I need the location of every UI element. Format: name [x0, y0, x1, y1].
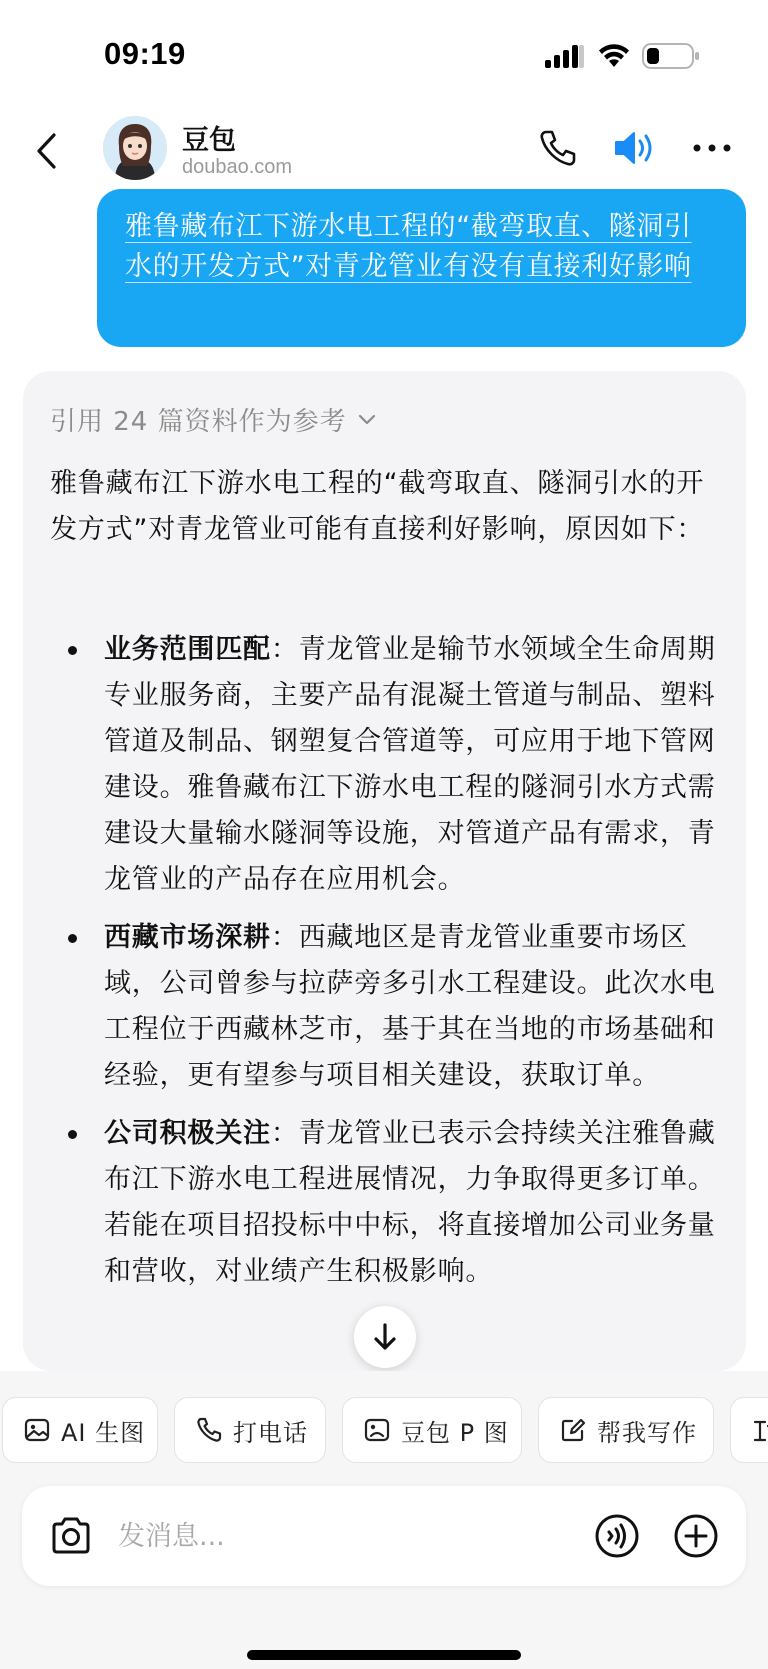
speaker-icon [612, 126, 660, 170]
assistant-answer-card [23, 371, 746, 1371]
avatar[interactable] [103, 116, 167, 180]
phone-icon [195, 1416, 223, 1444]
user-message-bubble[interactable] [97, 189, 746, 347]
quick-action-ai-image[interactable] [2, 1397, 158, 1463]
voice-icon [594, 1513, 640, 1559]
chevron-down-icon [357, 413, 377, 427]
bullet-text: ：青龙管业已表示会持续关注雅鲁藏布江下游水电工程进展情况，力争取得更多订单。若能在项目招投标中中标，将直接增加公司业务量和营收，对业绩产生积极影响。 [104, 1118, 716, 1287]
back-icon [35, 132, 57, 170]
bullet-title: 公司积极关注 [104, 1118, 271, 1149]
speaker-button[interactable] [612, 126, 660, 170]
answer-intro: 雅鲁藏布江下游水电工程的“截弯取直、隧洞引水的开发方式”对青龙管业可能有直接利好影响，原因如下： [50, 468, 705, 545]
answer-bullet-list [50, 627, 740, 1307]
bullet-text: ：青龙管业是输节水领域全生命周期专业服务商，主要产品有混凝土管道与制品、塑料管道及制品、钢塑复合管道等，可应用于地下管网建设。雅鲁藏布江下游水电工程的隧洞引水方式需建设大量输水隧洞等设施，对管道产品有需求，青龙管业的产品存在应用机会。 [104, 634, 716, 895]
bot-name: 豆包 [182, 125, 236, 156]
bullet-title: 西藏市场深耕 [104, 922, 271, 953]
reference-toggle[interactable] [50, 401, 377, 438]
bullet-dot-icon [68, 646, 77, 655]
quick-action-writing[interactable] [538, 1397, 714, 1463]
voice-input-button[interactable] [594, 1513, 640, 1559]
status-bar [0, 0, 768, 100]
image-icon [23, 1416, 51, 1444]
status-time: 09:19 [104, 36, 186, 71]
quick-action-label: 豆包 P 图 [401, 1418, 509, 1447]
camera-button[interactable] [48, 1513, 94, 1559]
battery-icon [642, 42, 700, 70]
quick-action-label: 打电话 [233, 1418, 308, 1447]
bot-domain: doubao.com [182, 156, 293, 178]
wifi-icon [597, 42, 631, 70]
bullet-title: 业务范围匹配 [104, 634, 271, 665]
back-button[interactable] [26, 128, 66, 174]
tool-icon [751, 1416, 768, 1444]
reference-count-text: 引用 24 篇资料作为参考 [50, 407, 347, 437]
scroll-to-bottom-button[interactable] [354, 1306, 416, 1368]
phone-icon [536, 126, 580, 170]
quick-action-call[interactable] [174, 1397, 326, 1463]
bullet-item [50, 915, 740, 1099]
bottom-composer-area [0, 1371, 768, 1669]
signal-icon [545, 44, 585, 70]
camera-icon [48, 1513, 94, 1559]
quick-action-more[interactable] [730, 1397, 768, 1463]
bullet-dot-icon [68, 1130, 77, 1139]
image-edit-icon [363, 1416, 391, 1444]
bullet-text: ：西藏地区是青龙管业重要市场区域，公司曾参与拉萨旁多引水工程建设。此次水电工程位于西藏林芝市，基于其在当地的市场基础和经验，更有望参与项目相关建设，获取订单。 [104, 922, 716, 1091]
more-options-button[interactable] [690, 130, 734, 166]
quick-action-label: AI 生图 [61, 1418, 146, 1447]
home-indicator [247, 1650, 521, 1660]
more-icon [690, 130, 734, 166]
bullet-item [50, 627, 740, 903]
user-message-text: 雅鲁藏布江下游水电工程的“截弯取直、隧洞引水的开发方式”对青龙管业有没有直接利好影响 [125, 211, 692, 282]
phone-call-button[interactable] [536, 126, 580, 170]
avatar-icon [103, 116, 167, 180]
add-attachment-button[interactable] [673, 1513, 719, 1559]
bullet-item [50, 1111, 740, 1295]
arrow-down-icon [372, 1322, 398, 1352]
message-composer [22, 1486, 746, 1586]
quick-action-p-image[interactable] [342, 1397, 522, 1463]
message-input[interactable] [118, 1512, 558, 1560]
chat-header [0, 100, 768, 190]
bullet-dot-icon [68, 934, 77, 943]
pen-icon [559, 1416, 587, 1444]
plus-icon [673, 1513, 719, 1559]
quick-action-label: 帮我写作 [597, 1418, 697, 1447]
